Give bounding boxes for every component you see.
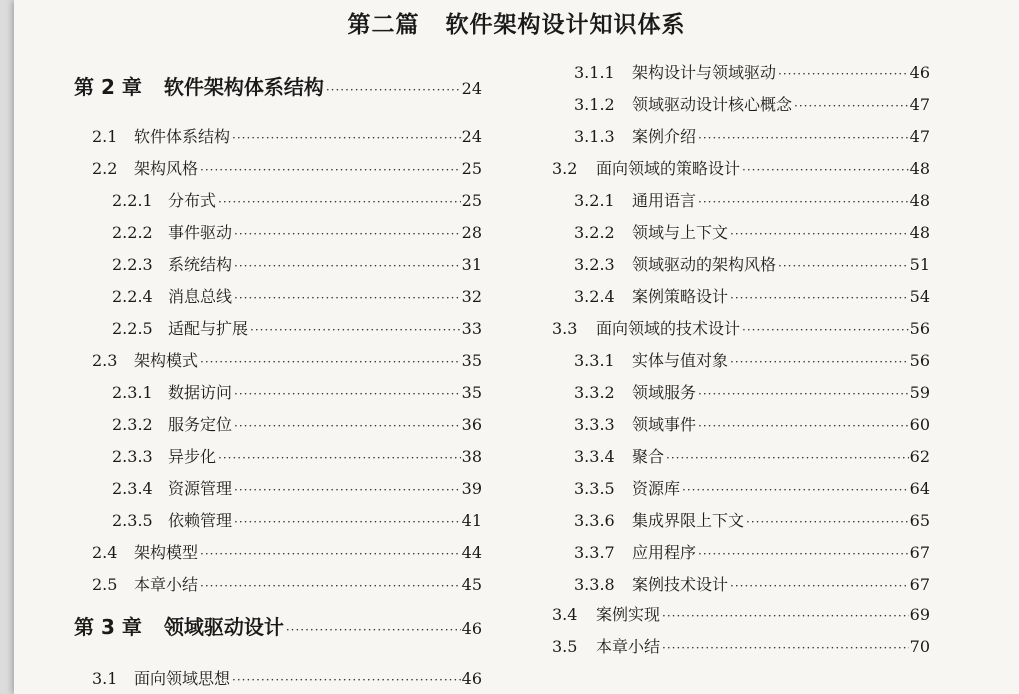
toc-leader-dots xyxy=(698,127,909,149)
toc-entry-title: 领域驱动设计 xyxy=(163,615,284,639)
toc-entry-number: 3.3.8 xyxy=(574,575,615,594)
toc-leader-dots xyxy=(666,447,909,469)
toc-entry-number: 2.2.1 xyxy=(112,191,153,210)
toc-entry-number: 2.2.4 xyxy=(112,287,153,306)
toc-entry-number: 3.2.2 xyxy=(574,223,615,242)
toc-entry-number: 3.3.4 xyxy=(574,447,615,466)
toc-leader-dots xyxy=(234,287,461,309)
toc-leader-dots xyxy=(218,447,461,469)
toc-entry-page: 44 xyxy=(461,543,482,562)
toc-entry-number: 3.2.3 xyxy=(574,255,615,274)
toc-entry-page: 48 xyxy=(909,191,930,210)
toc-entry-title: 面向领域的技术设计 xyxy=(596,319,741,338)
toc-entry-number: 3.4 xyxy=(552,605,578,624)
toc-entry-title: 领域服务 xyxy=(632,383,697,402)
toc-entry-page: 41 xyxy=(461,511,482,530)
toc-leader-dots xyxy=(730,351,909,373)
toc-entry-title: 架构模型 xyxy=(134,543,199,562)
toc-leader-dots xyxy=(662,605,909,627)
toc-entry xyxy=(92,574,482,596)
toc-entry-number: 3.2.4 xyxy=(574,287,615,306)
toc-entry-number: 3.2.1 xyxy=(574,191,615,210)
toc-entry xyxy=(574,190,930,212)
toc-entry-page: 56 xyxy=(909,351,930,370)
toc-entry-number: 3.3.3 xyxy=(574,415,615,434)
toc-leader-dots xyxy=(200,159,461,181)
toc-leader-dots xyxy=(730,223,909,245)
toc-entry xyxy=(112,510,482,532)
toc-entry-page: 46 xyxy=(461,669,482,688)
toc-entry-page: 54 xyxy=(909,287,930,306)
toc-entry-page: 33 xyxy=(461,319,482,338)
toc-entry-page: 47 xyxy=(909,95,930,114)
toc-entry-title: 架构风格 xyxy=(134,159,199,178)
toc-entry-number: 2.3.4 xyxy=(112,479,153,498)
toc-entry xyxy=(112,286,482,308)
toc-leader-dots xyxy=(234,415,461,437)
toc-entry-page: 62 xyxy=(909,447,930,466)
toc-entry-number: 2.2 xyxy=(92,159,118,178)
toc-entry-number: 3.1.2 xyxy=(574,95,615,114)
toc-entry-number: 2.2.5 xyxy=(112,319,153,338)
toc-entry-title: 资源管理 xyxy=(168,479,233,498)
toc-leader-dots xyxy=(742,319,909,341)
toc-leader-dots xyxy=(200,351,461,373)
toc-entry xyxy=(574,350,930,372)
toc-entry-title: 资源库 xyxy=(632,479,681,498)
toc-entry-title: 软件架构体系结构 xyxy=(163,75,324,99)
toc-entry-page: 48 xyxy=(909,159,930,178)
part-label: 第二篇 xyxy=(347,12,420,38)
toc-leader-dots xyxy=(730,287,909,309)
toc-entry xyxy=(574,478,930,500)
toc-entry-title: 本章小结 xyxy=(134,575,199,594)
toc-entry-number: 2.3.1 xyxy=(112,383,153,402)
toc-leader-dots xyxy=(698,191,909,213)
toc-entry-title: 事件驱动 xyxy=(168,223,233,242)
toc-entry-title: 应用程序 xyxy=(632,543,697,562)
toc-entry xyxy=(112,382,482,404)
toc-entry xyxy=(574,382,930,404)
toc-leader-dots xyxy=(200,575,461,597)
toc-entry xyxy=(92,158,482,180)
toc-entry-number: 3.3 xyxy=(552,319,578,338)
toc-entry-page: 67 xyxy=(909,543,930,562)
toc-entry-page: 35 xyxy=(461,351,482,370)
toc-leader-dots xyxy=(326,75,461,105)
toc-entry-number: 2.2.2 xyxy=(112,223,153,242)
toc-entry-number: 2.3.3 xyxy=(112,447,153,466)
toc-leader-dots xyxy=(286,615,461,645)
toc-entry-title: 案例技术设计 xyxy=(632,575,729,594)
toc-entry-title: 数据访问 xyxy=(168,383,233,402)
toc-entry-page: 47 xyxy=(909,127,930,146)
toc-entry-title: 聚合 xyxy=(632,447,665,466)
part-name: 软件架构设计知识体系 xyxy=(445,12,686,38)
toc-entry xyxy=(574,222,930,244)
toc-entry-number: 3.3.7 xyxy=(574,543,615,562)
toc-leader-dots xyxy=(200,543,461,565)
toc-entry-page: 24 xyxy=(461,127,482,146)
toc-entry-number: 3.3.1 xyxy=(574,351,615,370)
toc-entry-number: 2.5 xyxy=(92,575,118,594)
toc-entry-page: 70 xyxy=(909,637,930,656)
toc-entry-title: 软件体系结构 xyxy=(134,127,231,146)
toc-leader-dots xyxy=(234,223,461,245)
toc-leader-dots xyxy=(218,191,461,213)
toc-entry-title: 领域事件 xyxy=(632,415,697,434)
toc-entry-title: 面向领域思想 xyxy=(134,669,231,688)
toc-entry-title: 依赖管理 xyxy=(168,511,233,530)
toc-entry-page: 45 xyxy=(461,575,482,594)
toc-entry-number: 3.2 xyxy=(552,159,578,178)
toc-entry-number: 2.4 xyxy=(92,543,118,562)
toc-entry xyxy=(574,62,930,84)
toc-entry-number: 第 3 章 xyxy=(74,615,142,639)
toc-leader-dots xyxy=(698,415,909,437)
toc-entry-title: 案例介绍 xyxy=(632,127,697,146)
toc-entry-title: 领域驱动的架构风格 xyxy=(632,255,777,274)
toc-leader-dots xyxy=(250,319,461,341)
toc-entry xyxy=(574,446,930,468)
toc-entry-title: 领域驱动设计核心概念 xyxy=(632,95,793,114)
toc-entry-number: 2.1 xyxy=(92,127,118,146)
toc-entry-page: 31 xyxy=(461,255,482,274)
toc-leader-dots xyxy=(746,511,909,533)
toc-entry-number: 2.3.5 xyxy=(112,511,153,530)
toc-entry-title: 领域与上下文 xyxy=(632,223,729,242)
toc-entry-number: 3.5 xyxy=(552,637,578,656)
toc-entry-page: 59 xyxy=(909,383,930,402)
toc-entry xyxy=(92,126,482,148)
toc-leader-dots xyxy=(662,637,909,659)
toc-entry-title: 消息总线 xyxy=(168,287,233,306)
toc-entry-page: 56 xyxy=(909,319,930,338)
toc-entry-page: 25 xyxy=(461,159,482,178)
toc-entry-title: 系统结构 xyxy=(168,255,233,274)
toc-entry xyxy=(112,318,482,340)
toc-entry-title: 集成界限上下文 xyxy=(632,511,745,530)
toc-entry xyxy=(574,574,930,596)
toc-entry-title: 案例策略设计 xyxy=(632,287,729,306)
toc-entry-number: 3.1.3 xyxy=(574,127,615,146)
toc-entry xyxy=(112,222,482,244)
toc-leader-dots xyxy=(234,383,461,405)
toc-entry-title: 服务定位 xyxy=(168,415,233,434)
toc-entry-page: 36 xyxy=(461,415,482,434)
toc-entry xyxy=(574,286,930,308)
toc-entry-title: 面向领域的策略设计 xyxy=(596,159,741,178)
toc-entry xyxy=(92,668,482,690)
toc-page xyxy=(14,0,1019,694)
toc-entry xyxy=(74,612,482,642)
toc-entry-page: 39 xyxy=(461,479,482,498)
toc-leader-dots xyxy=(778,63,909,85)
toc-entry-number: 2.2.3 xyxy=(112,255,153,274)
toc-leader-dots xyxy=(730,575,909,597)
toc-entry-number: 3.3.5 xyxy=(574,479,615,498)
toc-entry-page: 46 xyxy=(909,63,930,82)
toc-entry-number: 2.3 xyxy=(92,351,118,370)
toc-entry-page: 64 xyxy=(909,479,930,498)
toc-entry xyxy=(552,158,930,180)
toc-entry xyxy=(574,542,930,564)
toc-entry-number: 第 2 章 xyxy=(74,75,142,99)
toc-entry xyxy=(574,510,930,532)
toc-entry-page: 25 xyxy=(461,191,482,210)
toc-entry-title: 通用语言 xyxy=(632,191,697,210)
toc-entry-page: 60 xyxy=(909,415,930,434)
toc-entry xyxy=(92,542,482,564)
toc-entry xyxy=(112,478,482,500)
toc-entry-page: 32 xyxy=(461,287,482,306)
toc-entry-page: 46 xyxy=(461,619,482,638)
toc-entry-page: 28 xyxy=(461,223,482,242)
toc-entry xyxy=(552,318,930,340)
toc-entry xyxy=(112,190,482,212)
toc-entry-page: 38 xyxy=(461,447,482,466)
part-title xyxy=(14,8,1019,42)
toc-leader-dots xyxy=(778,255,909,277)
toc-entry xyxy=(74,72,482,102)
toc-entry-number: 3.1.1 xyxy=(574,63,615,82)
toc-entry xyxy=(112,254,482,276)
toc-entry-title: 实体与值对象 xyxy=(632,351,729,370)
toc-entry xyxy=(574,94,930,116)
toc-entry xyxy=(92,350,482,372)
toc-entry-page: 24 xyxy=(461,79,482,98)
toc-leader-dots xyxy=(234,479,461,501)
toc-entry xyxy=(574,126,930,148)
toc-entry-title: 案例实现 xyxy=(596,605,661,624)
toc-leader-dots xyxy=(794,95,909,117)
toc-leader-dots xyxy=(234,511,461,533)
toc-entry xyxy=(574,414,930,436)
toc-leader-dots xyxy=(232,669,461,691)
toc-entry-page: 69 xyxy=(909,605,930,624)
toc-entry xyxy=(112,414,482,436)
toc-entry-page: 48 xyxy=(909,223,930,242)
toc-entry xyxy=(552,604,930,626)
toc-entry-page: 51 xyxy=(909,255,930,274)
toc-entry-title: 适配与扩展 xyxy=(168,319,249,338)
toc-entry-number: 3.3.2 xyxy=(574,383,615,402)
toc-leader-dots xyxy=(234,255,461,277)
toc-entry-page: 65 xyxy=(909,511,930,530)
toc-entry-title: 异步化 xyxy=(168,447,217,466)
toc-leader-dots xyxy=(698,383,909,405)
toc-entry-title: 架构设计与领域驱动 xyxy=(632,63,777,82)
toc-entry xyxy=(552,636,930,658)
toc-entry xyxy=(574,254,930,276)
toc-entry-title: 架构模式 xyxy=(134,351,199,370)
toc-leader-dots xyxy=(742,159,909,181)
toc-entry-number: 3.3.6 xyxy=(574,511,615,530)
toc-leader-dots xyxy=(682,479,909,501)
toc-leader-dots xyxy=(698,543,909,565)
toc-entry-page: 35 xyxy=(461,383,482,402)
toc-entry xyxy=(112,446,482,468)
toc-leader-dots xyxy=(232,127,461,149)
toc-entry-number: 3.1 xyxy=(92,669,118,688)
toc-entry-title: 本章小结 xyxy=(596,637,661,656)
toc-entry-number: 2.3.2 xyxy=(112,415,153,434)
toc-entry-title: 分布式 xyxy=(168,191,217,210)
toc-entry-page: 67 xyxy=(909,575,930,594)
